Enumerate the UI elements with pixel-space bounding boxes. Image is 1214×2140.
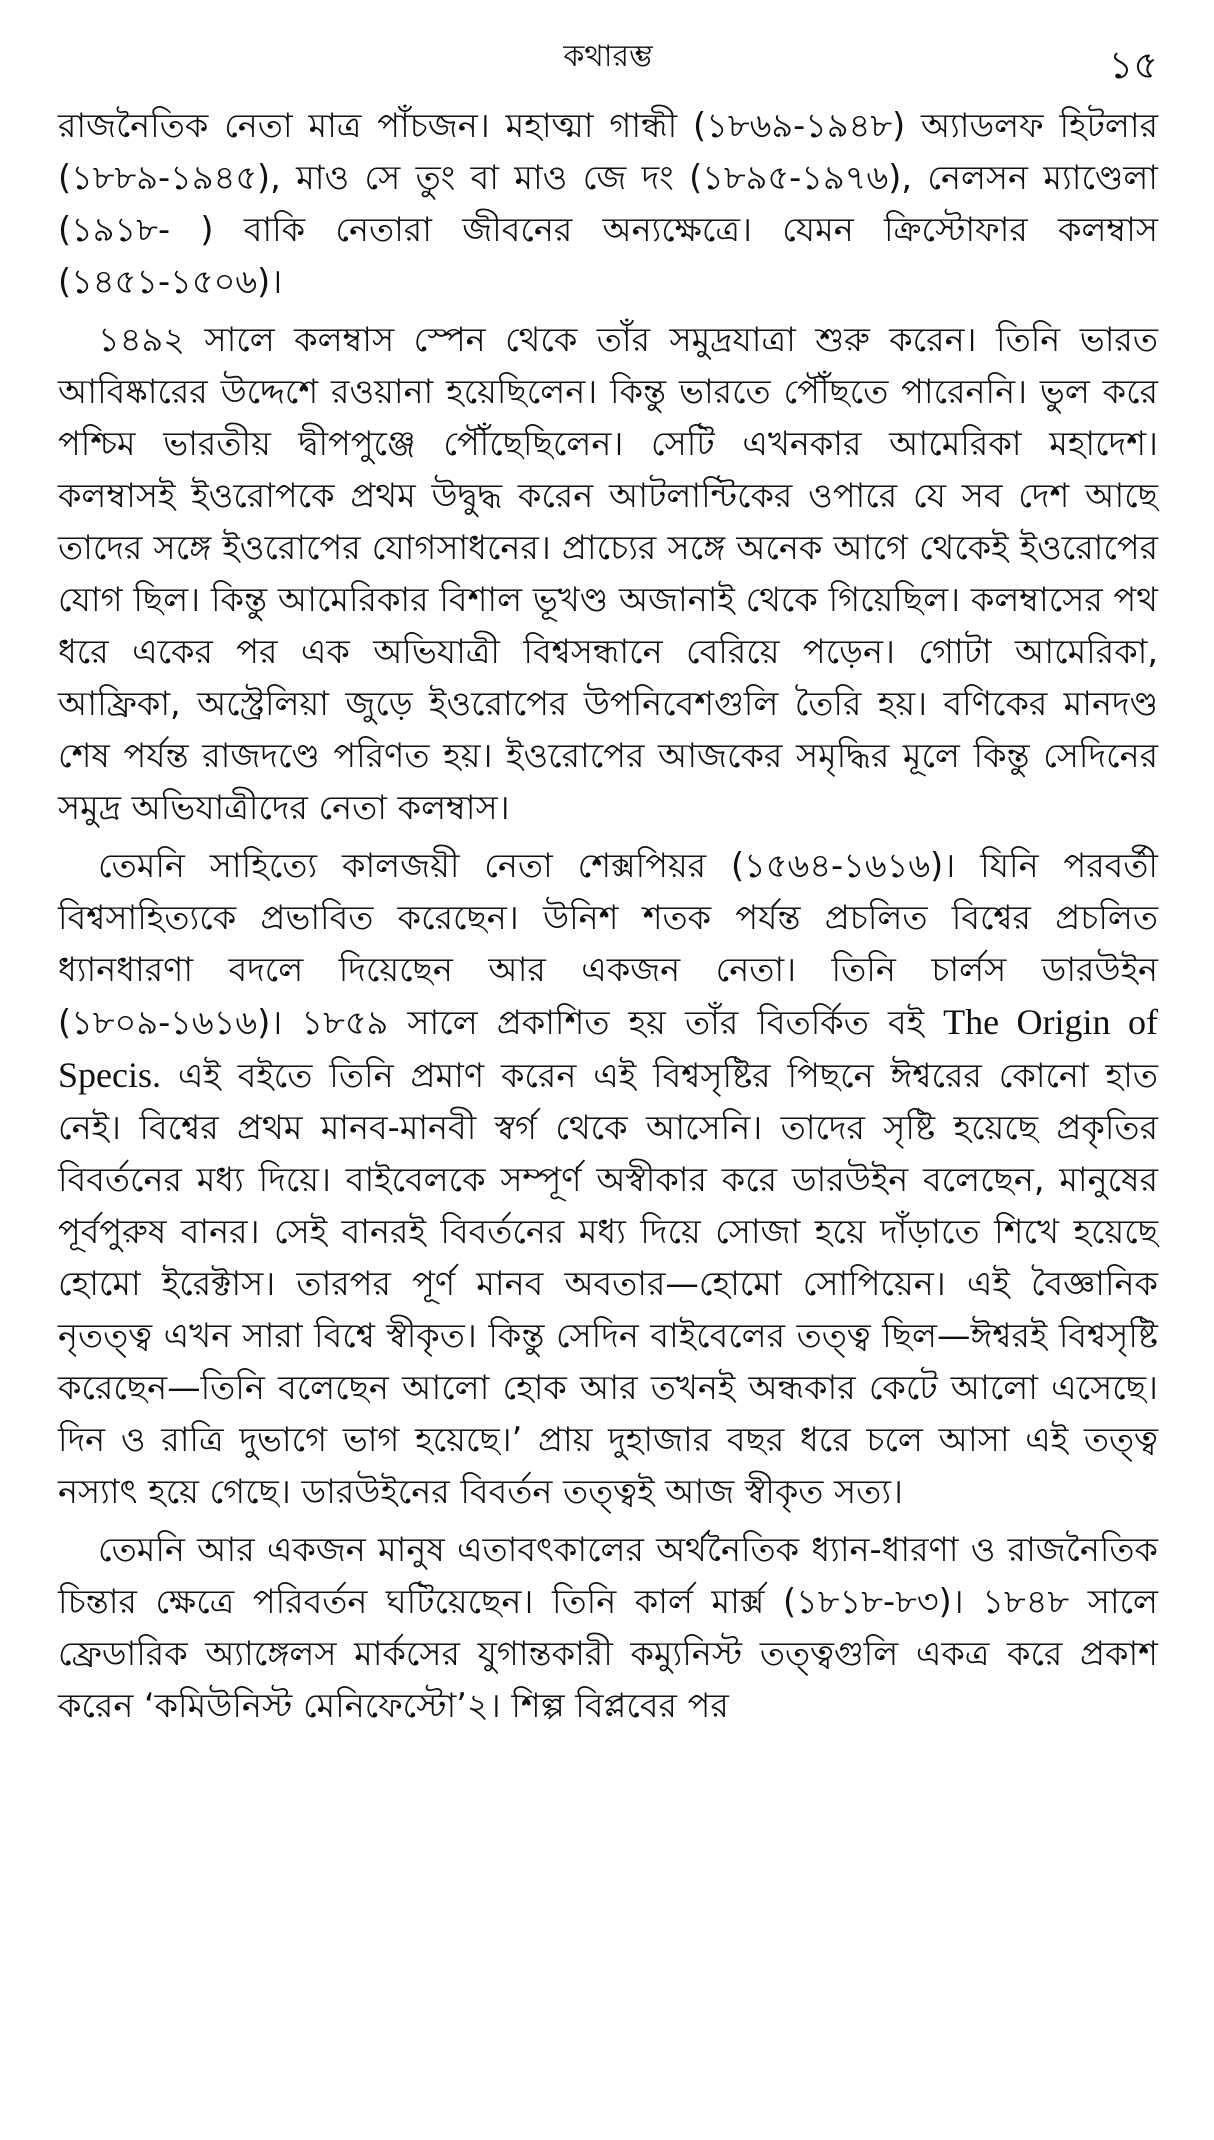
body-text [58, 100, 1158, 1732]
paragraph-2: ১৪৯২ সালে কলম্বাস স্পেন থেকে তাঁর সমুদ্রযাত্রা শুরু করেন। তিনি ভারত আবিষ্কারের উদ্দেশে রওয়ানা হয়েছিলেন। কিন্তু ভারতে পৌঁছতে পারেননি। ভুল করে পশ্চিম ভারতীয় দ্বীপপুঞ্জে পৌঁছেছিলেন। সেটি এখনকার আমেরিকা মহাদেশ। কলম্বাসই ইওরোপকে প্রথম উদ্বুদ্ধ করেন আটলান্টিকের ওপারে যে সব দেশ আছে তাদের সঙ্গে ইওরোপের যোগসাধনের। প্রাচ্যের সঙ্গে অনেক আগে থেকেই ইওরোপের যোগ ছিল। কিন্তু আমেরিকার বিশাল ভূখণ্ড অজানাই থেকে গিয়েছিল। কলম্বাসের পথ ধরে একের পর এক অভিযাত্রী বিশ্বসন্ধানে বেরিয়ে পড়েন। গোটা আমেরিকা, আফ্রিকা, অস্ট্রেলিয়া জুড়ে ইওরোপের উপনিবেশগুলি তৈরি হয়। বণিকের মানদণ্ড শেষ পর্যন্ত রাজদণ্ডে পরিণত হয়। ইওরোপের আজকের সমৃদ্ধির মূলে কিন্তু সেদিনের সমুদ্র অভিযাত্রীদের নেতা কলম্বাস। [58, 320, 1158, 827]
running-title: কথারম্ভ [563, 39, 653, 74]
page-header [58, 20, 1158, 90]
paragraph-3-text-before: তেমনি সাহিত্যে কালজয়ী নেতা শেক্সপিয়র (১৫৬৪-১৬১৬)। যিনি পরবর্তী বিশ্বসাহিত্যকে প্রভাবিত করেছেন। উনিশ শতক পর্যন্ত প্রচলিত বিশ্বের প্রচলিত ধ্যানধারণা বদলে দিয়েছেন আর একজন নেতা। তিনি চার্লস ডারউইন (১৮০৯-১৬১৬)। ১৮৫৯ সালে প্রকাশিত হয় তাঁর বিতর্কিত বই [58, 846, 1158, 1042]
paragraph-3 [58, 840, 1158, 1518]
paragraph-1: রাজনৈতিক নেতা মাত্র পাঁচজন। মহাত্মা গান্ধী (১৮৬৯-১৯৪৮) অ্যাডলফ হিটলার (১৮৮৯-১৯৪৫), মাও সে তুং বা মাও জে দং (১৮৯৫-১৯৭৬), নেলসন ম্যাণ্ডেলা (১৯১৮- ) বাকি নেতারা জীবনের অন্যক্ষেত্রে। যেমন ক্রিস্টোফার কলম্বাস (১৪৫১-১৫০৬)। [58, 106, 1158, 301]
paragraph-3-text-after: এই বইতে তিনি প্রমাণ করেন এই বিশ্বসৃষ্টির পিছনে ঈশ্বরের কোনো হাত নেই। বিশ্বের প্রথম মানব-মানবী স্বর্গ থেকে আসেনি। তাদের সৃষ্টি হয়েছে প্রকৃতির বিবর্তনের মধ্য দিয়ে। বাইবেলকে সম্পূর্ণ অস্বীকার করে ডারউইন বলেছেন, মানুষের পূর্বপুরুষ বানর। সেই বানরই বিবর্তনের মধ্য দিয়ে সোজা হয়ে দাঁড়াতে শিখে হয়েছে হোমো ইরেক্টাস। তারপর পূর্ণ মানব অবতার—হোমো সোপিয়েন। এই বৈজ্ঞানিক নৃতত্ত্ব এখন সারা বিশ্বে স্বীকৃত। কিন্তু সেদিন বাইবেলের তত্ত্ব ছিল—ঈশ্বরই বিশ্বসৃষ্টি করেছেন—তিনি বলেছেন আলো হোক আর তখনই অন্ধকার কেটে আলো এসেছে। দিন ও রাত্রি দুভাগে ভাগ হয়েছে।’ প্রায় দুহাজার বছর ধরে চলে আসা এই তত্ত্ব নস্যাৎ হয়ে গেছে। ডারউইনের বিবর্তন তত্ত্বই আজ স্বীকৃত সত্য। [58, 1056, 1158, 1511]
book-title-latin: The Origin of Specis. [58, 1002, 1158, 1095]
paragraph-4: তেমনি আর একজন মানুষ এতাবৎকালের অর্থনৈতিক ধ্যান-ধারণা ও রাজনৈতিক চিন্তার ক্ষেত্রে পরিবর্তন ঘটিয়েছেন। তিনি কার্ল মার্ক্স (১৮১৮-৮৩)। ১৮৪৮ সালে ফ্রেডারিক অ্যাঙ্গেলস মার্কসের যুগান্তকারী কম্যুনিস্ট তত্ত্বগুলি একত্র করে প্রকাশ করেন ‘কমিউনিস্ট মেনিফেস্টো’২। শিল্প বিপ্লবের পর [58, 1530, 1158, 1725]
book-page [58, 20, 1158, 2120]
page-number: ১৫ [1108, 43, 1158, 87]
